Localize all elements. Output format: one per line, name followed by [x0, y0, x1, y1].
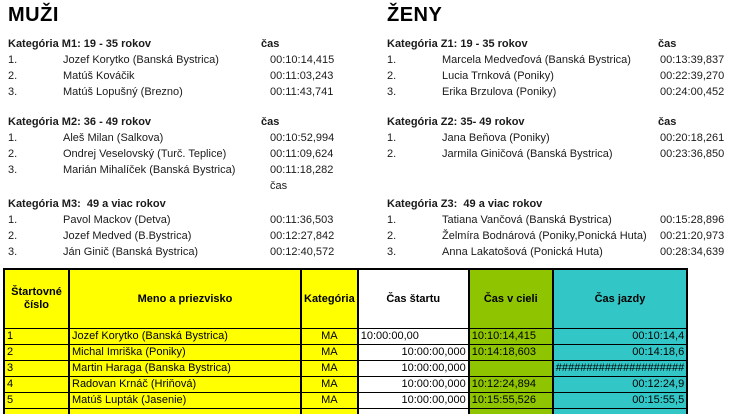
cell-ride-time: 00:12:24,9	[553, 377, 687, 393]
rank: 2.	[8, 148, 18, 160]
cell-name: Radovan Krnáč (Hriňová)	[69, 377, 301, 393]
result-row	[387, 68, 738, 84]
cell-start-time: 10:00:00,000	[358, 361, 469, 377]
racer-name: Želmíra Bodnárová (Poniky,Ponická Huta)	[442, 230, 647, 242]
result-row	[8, 162, 372, 178]
racer-time: 00:23:36,850	[660, 148, 725, 160]
men-category-m2	[8, 114, 372, 194]
rank: 1.	[8, 214, 18, 226]
result-row	[8, 84, 372, 100]
rank: 1.	[387, 132, 397, 144]
rank: 1.	[387, 214, 397, 226]
result-row	[387, 244, 738, 260]
rank: 1.	[387, 54, 397, 66]
cell-start-number: 3	[4, 361, 69, 377]
cell-start-number: 2	[4, 345, 69, 361]
racer-name: Marián Mihalíček (Banská Bystrica)	[63, 164, 236, 176]
cell-ride-time: 00:15:55,5	[553, 393, 687, 409]
result-row	[8, 146, 372, 162]
rank: 3.	[387, 86, 397, 98]
category-heading-row	[387, 114, 738, 130]
category-heading-row	[8, 36, 372, 52]
cell-category	[301, 409, 358, 414]
women-category-z2	[387, 114, 738, 162]
result-row	[8, 228, 372, 244]
racer-name: Aleš Milan (Salkova)	[63, 132, 164, 144]
cell-ride-time	[553, 409, 687, 414]
cas-column-label: čas	[261, 38, 280, 50]
result-row	[387, 212, 738, 228]
racer-time: 00:21:20,973	[660, 230, 725, 242]
cell-start-number: 5	[4, 393, 69, 409]
result-row	[8, 68, 372, 84]
cell-name: Martin Haraga (Banska Bystrica)	[69, 361, 301, 377]
cell-ride-time: 00:10:14,4	[553, 329, 687, 345]
cell-name: Michal Imriška (Poniky)	[69, 345, 301, 361]
header-start-time: Čas štartu	[358, 269, 469, 329]
racer-time: 00:15:28,896	[660, 214, 725, 226]
header-ride-time: Čas jazdy	[553, 269, 687, 329]
cell-start-number: 4	[4, 377, 69, 393]
racer-name: Anna Lakatošová (Ponická Huta)	[442, 246, 603, 258]
women-category-z3	[387, 196, 738, 260]
result-row	[387, 52, 738, 68]
cell-name: Matúš Lupták (Jasenie)	[69, 393, 301, 409]
category-heading: Kategória M1: 19 - 35 rokov	[8, 38, 152, 50]
racer-time: 00:28:34,639	[660, 246, 725, 258]
racer-time: 00:11:09,624	[270, 148, 334, 160]
category-heading: Kategória M2: 36 - 49 rokov	[8, 116, 152, 128]
cell-start-time: 10:00:00,000	[358, 377, 469, 393]
category-heading: Kategória Z1: 19 - 35 rokov	[387, 38, 528, 50]
table-row	[4, 393, 687, 409]
result-row	[8, 52, 372, 68]
header-category: Kategória	[301, 269, 358, 329]
cas-column-label: čas	[261, 116, 280, 128]
header-start-number: Štartovné číslo	[4, 269, 69, 329]
category-heading: Kategória Z2: 35- 49 rokov	[387, 116, 525, 128]
cell-finish-time: 10:12:24,894	[469, 377, 553, 393]
racer-time: 00:10:52,994	[270, 132, 335, 144]
table-row	[4, 329, 687, 345]
cell-start-number: 1	[4, 329, 69, 345]
cas-column-label: čas	[658, 116, 677, 128]
racer-name: Jozef Medved (B.Bystrica)	[63, 230, 192, 242]
cell-finish-time: 10:14:18,603	[469, 345, 553, 361]
cell-start-time: 10:00:00,00	[358, 329, 469, 345]
women-category-z1	[387, 36, 738, 100]
cell-name: Jozef Korytko (Banská Bystrica)	[69, 329, 301, 345]
racer-time: 00:11:43,741	[270, 86, 334, 98]
cell-category: MA	[301, 393, 358, 409]
racer-name: Pavol Mackov (Detva)	[63, 214, 171, 226]
cell-category: MA	[301, 377, 358, 393]
result-row	[387, 146, 738, 162]
table-header-row	[4, 269, 687, 329]
rank: 2.	[8, 230, 18, 242]
rank: 2.	[387, 70, 397, 82]
racer-time: 00:20:18,261	[660, 132, 725, 144]
category-heading-row	[387, 36, 738, 52]
cas-column-label: čas	[270, 180, 288, 192]
cell-start-time: 10:00:00,000	[358, 345, 469, 361]
men-category-m1	[8, 36, 372, 100]
cell-finish-time	[469, 361, 553, 377]
category-heading-row	[8, 114, 372, 130]
cell-finish-time: 10:15:55,526	[469, 393, 553, 409]
racer-time: 00:12:27,842	[270, 230, 335, 242]
result-row	[8, 130, 372, 146]
rank: 1.	[8, 54, 18, 66]
cell-category: MA	[301, 361, 358, 377]
racer-time: 00:10:14,415	[270, 54, 335, 66]
header-finish-time: Čas v cieli	[469, 269, 553, 329]
cell-name	[69, 409, 301, 414]
racer-time: 00:22:39,270	[660, 70, 725, 82]
rank: 2.	[8, 70, 18, 82]
table-row	[4, 377, 687, 393]
racer-name: Lucia Trnková (Poniky)	[442, 70, 554, 82]
cell-category: MA	[301, 329, 358, 345]
racer-time: 00:11:03,243	[270, 70, 334, 82]
racer-time: 00:24:00,452	[660, 86, 725, 98]
cell-ride-time: 00:14:18,6	[553, 345, 687, 361]
rank: 1.	[8, 132, 18, 144]
rank: 3.	[387, 246, 397, 258]
cell-category: MA	[301, 345, 358, 361]
racer-name: Ondrej Veselovský (Turč. Teplice)	[63, 148, 227, 160]
category-heading-row	[387, 196, 738, 212]
racer-time: 00:11:18,282	[270, 164, 334, 176]
men-category-m3	[8, 196, 372, 260]
result-row	[387, 84, 738, 100]
rank: 2.	[387, 148, 397, 160]
racer-name: Tatiana Vančová (Banská Bystrica)	[442, 214, 612, 226]
rank: 3.	[8, 246, 18, 258]
cas-label-row	[8, 178, 372, 194]
racer-name: Erika Brzulova (Poniky)	[442, 86, 557, 98]
cell-start-time	[358, 409, 469, 414]
cell-start-number	[4, 409, 69, 414]
racer-name: Jarmila Giničová (Banská Bystrica)	[442, 148, 613, 160]
result-row	[8, 212, 372, 228]
cell-finish-time	[469, 409, 553, 414]
result-row	[387, 130, 738, 146]
cell-ride-time-overflow: #####################	[553, 361, 687, 377]
results-table	[3, 268, 688, 414]
header-name: Meno a priezvisko	[69, 269, 301, 329]
women-section-title: ŽENY	[387, 4, 443, 26]
racer-name: Jana Beňova (Poniky)	[442, 132, 550, 144]
rank: 3.	[8, 164, 18, 176]
racer-time: 00:13:39,837	[660, 54, 725, 66]
cell-finish-time: 10:10:14,415	[469, 329, 553, 345]
rank: 2.	[387, 230, 397, 242]
category-heading: Kategória M3: 49 a viac rokov	[8, 198, 166, 210]
racer-name: Marcela Medveďová (Banská Bystrica)	[442, 54, 631, 66]
rank: 3.	[8, 86, 18, 98]
racer-time: 00:11:36,503	[270, 214, 334, 226]
result-row	[8, 244, 372, 260]
table-row	[4, 345, 687, 361]
category-heading: Kategória Z3: 49 a viac rokov	[387, 198, 543, 210]
racer-name: Matúš Kováčik	[63, 70, 135, 82]
men-section-title: MUŽI	[8, 4, 59, 26]
table-row-partial	[4, 409, 687, 414]
category-heading-row	[8, 196, 372, 212]
table-row	[4, 361, 687, 377]
cas-column-label: čas	[658, 38, 677, 50]
racer-name: Matúš Lopušný (Brezno)	[63, 86, 183, 98]
racer-name: Ján Ginič (Banská Bystrica)	[63, 246, 199, 258]
racer-name: Jozef Korytko (Banská Bystrica)	[63, 54, 219, 66]
cell-start-time: 10:00:00,000	[358, 393, 469, 409]
racer-time: 00:12:40,572	[270, 246, 335, 258]
result-row	[387, 228, 738, 244]
